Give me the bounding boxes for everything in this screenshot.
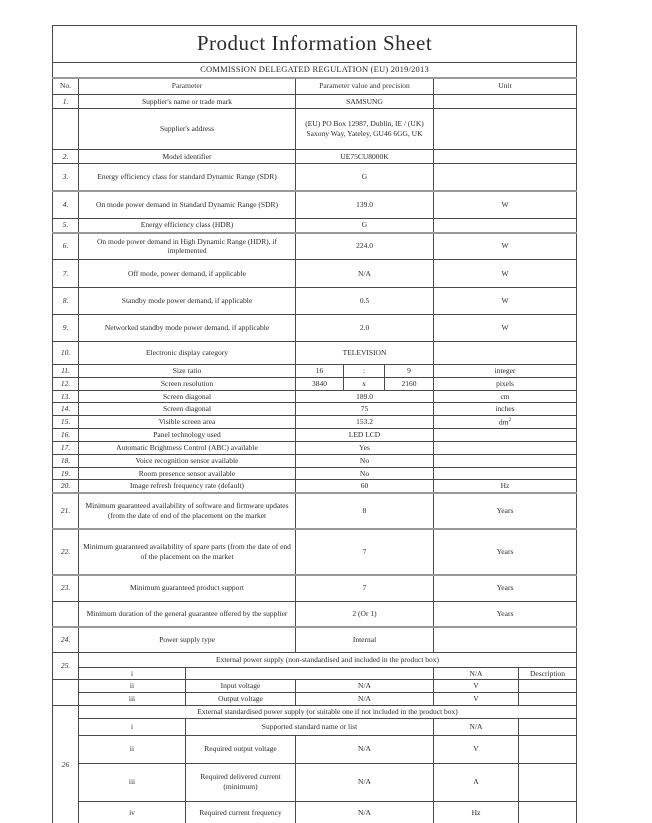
row-parameter: Energy efficiency class for standard Dynamic Range (SDR): [79, 164, 296, 191]
row-unit: Hz: [434, 480, 577, 493]
row-subindex: ii: [79, 735, 186, 763]
row-label: Required delivered current (minimum): [186, 763, 296, 801]
row-parameter: Minimum guaranteed product support: [79, 575, 296, 601]
table-row: [53, 763, 577, 801]
row-parameter: Electronic display category: [79, 342, 296, 365]
row-subindex: i: [79, 667, 186, 680]
row-value: SAMSUNG: [296, 95, 434, 109]
table-row: [53, 680, 577, 693]
row-no: 23.: [53, 575, 79, 601]
row-parameter: Minimum duration of the general guarantee offered by the supplier: [79, 601, 296, 627]
row-unit: V: [434, 693, 519, 706]
row-no: 20.: [53, 480, 79, 493]
row-no: 25.: [53, 652, 79, 680]
row-value: N/A: [296, 735, 434, 763]
row-value: (EU) PO Box 12987, Dublin, IE / (UK) Saxony Way, Yateley, GU46 6GG, UK: [296, 109, 434, 150]
section-25-header-row: [53, 652, 577, 667]
row-value: UE75CU8000K: [296, 150, 434, 164]
table-row: [53, 480, 577, 493]
row-label: Supported standard name or list: [186, 718, 434, 735]
row-value-a: 3840: [296, 377, 344, 390]
section-header: External power supply (non-standardised and included in the product box): [79, 652, 577, 667]
table-row: [53, 416, 577, 429]
table-row: [53, 95, 577, 109]
table-row: [53, 667, 577, 680]
row-value: N/A: [296, 801, 434, 823]
table-row: [53, 442, 577, 455]
table-row: [53, 377, 577, 390]
row-unit: [434, 442, 577, 455]
row-unit: W: [434, 288, 577, 315]
row-parameter: Supplier's address: [79, 109, 296, 150]
row-description: Description: [519, 667, 577, 680]
row-value: TELEVISION: [296, 342, 434, 365]
row-description: [519, 718, 577, 735]
row-label: Output voltage: [186, 693, 296, 706]
row-no: 26: [53, 705, 79, 823]
table-row: [53, 390, 577, 403]
table-row: [53, 735, 577, 763]
row-unit: W: [434, 315, 577, 342]
row-no: 24.: [53, 627, 79, 652]
row-value-a: 16: [296, 365, 344, 378]
row-unit: N/A: [434, 667, 519, 680]
row-unit: [434, 454, 577, 467]
row-value: 2 (Or 1): [296, 601, 434, 627]
row-subindex: iv: [79, 801, 186, 823]
row-no: 4.: [53, 191, 79, 219]
row-unit: [434, 95, 577, 109]
row-parameter: Power supply type: [79, 627, 296, 652]
table-row: [53, 342, 577, 365]
row-value: G: [296, 164, 434, 191]
row-value: 189.0: [296, 390, 434, 403]
row-no: 10.: [53, 342, 79, 365]
row-description: [519, 693, 577, 706]
row-no: 17.: [53, 442, 79, 455]
row-parameter: Screen diagonal: [79, 403, 296, 416]
row-unit: [434, 109, 577, 150]
col-header-no: No.: [53, 78, 79, 95]
table-row: [53, 493, 577, 529]
table-row: [53, 219, 577, 233]
col-header-unit: Unit: [434, 78, 577, 95]
row-subindex: ii: [79, 680, 186, 693]
row-unit: Years: [434, 529, 577, 575]
table-header-row: [53, 78, 577, 95]
row-no: 7.: [53, 260, 79, 288]
table-row: [53, 315, 577, 342]
row-no: 8.: [53, 288, 79, 315]
row-unit: [434, 416, 577, 429]
table-row: [53, 801, 577, 823]
row-unit: V: [434, 735, 519, 763]
table-row: [53, 529, 577, 575]
row-value: N/A: [296, 763, 434, 801]
page-title: Product Information Sheet: [53, 26, 577, 63]
row-no: 18.: [53, 454, 79, 467]
row-no: 15.: [53, 416, 79, 429]
table-row: [53, 26, 577, 63]
row-parameter: Voice recognition sensor available: [79, 454, 296, 467]
row-value: N/A: [296, 680, 434, 693]
row-parameter: Standby mode power demand, if applicable: [79, 288, 296, 315]
table-row: [53, 150, 577, 164]
table-row: [53, 467, 577, 480]
row-unit: A: [434, 763, 519, 801]
table-row: [53, 365, 577, 378]
row-value: 8: [296, 493, 434, 529]
row-description: [519, 680, 577, 693]
row-parameter: Off mode, power demand, if applicable: [79, 260, 296, 288]
row-no: 9.: [53, 315, 79, 342]
table-row: [53, 601, 577, 627]
row-unit: W: [434, 191, 577, 219]
table-row: [53, 429, 577, 442]
row-no: 11.: [53, 365, 79, 378]
row-unit: W: [434, 260, 577, 288]
row-unit: V: [434, 680, 519, 693]
row-unit: N/A: [434, 718, 519, 735]
table-row: [53, 575, 577, 601]
row-no: 13.: [53, 390, 79, 403]
row-unit: inches: [434, 403, 577, 416]
row-parameter: Supplier's name or trade mark: [79, 95, 296, 109]
row-parameter: Energy efficiency class (HDR): [79, 219, 296, 233]
row-parameter: Screen resolution: [79, 377, 296, 390]
row-unit: Years: [434, 601, 577, 627]
table-row: [53, 233, 577, 260]
row-value: Yes: [296, 442, 434, 455]
row-unit: [434, 150, 577, 164]
row-value: LED LCD: [296, 429, 434, 442]
row-parameter: On mode power demand in Standard Dynamic Range (SDR): [79, 191, 296, 219]
row-value-b: 9: [385, 365, 434, 378]
row-value: 153.2: [296, 416, 434, 429]
row-description: [519, 735, 577, 763]
row-value: 2.0: [296, 315, 434, 342]
row-no: 21.: [53, 493, 79, 529]
row-label: [186, 667, 434, 680]
row-value: 7: [296, 575, 434, 601]
row-unit: Years: [434, 493, 577, 529]
table-row: [53, 191, 577, 219]
row-unit: [434, 219, 577, 233]
row-unit: [434, 164, 577, 191]
section-26-header-row: [53, 705, 577, 718]
table-row: [53, 63, 577, 78]
table-row: [53, 454, 577, 467]
row-unit: [434, 627, 577, 652]
row-description: [519, 801, 577, 823]
row-unit: [434, 467, 577, 480]
row-value: 224.0: [296, 233, 434, 260]
row-subindex: iii: [79, 693, 186, 706]
table-row: [53, 718, 577, 735]
table-row: [53, 627, 577, 652]
row-parameter: On mode power demand in High Dynamic Range (HDR), if implemented: [79, 233, 296, 260]
row-parameter: Screen diagonal: [79, 390, 296, 403]
row-no: [53, 680, 79, 706]
row-no: 14.: [53, 403, 79, 416]
row-parameter: Minimum guaranteed availability of software and firmware updates (from the date of end of the placement on the market: [79, 493, 296, 529]
section-header: External standardised power supply (or suitable one if not included in the product box): [79, 705, 577, 718]
table-row: [53, 164, 577, 191]
row-unit: cm: [434, 390, 577, 403]
row-no: [53, 601, 79, 627]
row-value: 139.0: [296, 191, 434, 219]
row-value-sep: x: [344, 377, 385, 390]
row-no: 6.: [53, 233, 79, 260]
row-no: 19.: [53, 467, 79, 480]
row-parameter: Visible screen area: [79, 416, 296, 429]
col-header-value: Parameter value and precision: [296, 78, 434, 95]
row-unit: Years: [434, 575, 577, 601]
row-unit: pixels: [434, 377, 577, 390]
row-label: Input voltage: [186, 680, 296, 693]
row-value: 75: [296, 403, 434, 416]
row-no: 16.: [53, 429, 79, 442]
row-no: [53, 109, 79, 150]
row-unit: Hz: [434, 801, 519, 823]
regulation-subtitle: COMMISSION DELEGATED REGULATION (EU) 2019/2013: [53, 63, 577, 78]
row-no: 12.: [53, 377, 79, 390]
row-value-b: 2160: [385, 377, 434, 390]
row-no: 5.: [53, 219, 79, 233]
row-value: 0.5: [296, 288, 434, 315]
row-value: 60: [296, 480, 434, 493]
table-row: [53, 260, 577, 288]
row-value-sep: :: [344, 365, 385, 378]
row-parameter: Model identifier: [79, 150, 296, 164]
row-no: 22.: [53, 529, 79, 575]
row-value: 7: [296, 529, 434, 575]
row-value: No: [296, 467, 434, 480]
table-row: [53, 288, 577, 315]
row-parameter: Image refresh frequency rate (default): [79, 480, 296, 493]
unit-text: dm: [498, 417, 509, 427]
row-unit: integer: [434, 365, 577, 378]
unit-superscript: 2: [508, 417, 512, 423]
row-subindex: iii: [79, 763, 186, 801]
row-value: G: [296, 219, 434, 233]
row-parameter: Room presence sensor available: [79, 467, 296, 480]
row-value: No: [296, 454, 434, 467]
row-no: 3.: [53, 164, 79, 191]
row-no: 1.: [53, 95, 79, 109]
product-info-table: [52, 25, 577, 823]
row-parameter: Networked standby mode power demand, if applicable: [79, 315, 296, 342]
row-value: N/A: [296, 260, 434, 288]
col-header-parameter: Parameter: [79, 78, 296, 95]
table-row: [53, 109, 577, 150]
row-label: Required current frequency: [186, 801, 296, 823]
row-parameter: Panel technology used: [79, 429, 296, 442]
row-subindex: i: [79, 718, 186, 735]
row-unit: [434, 342, 577, 365]
row-unit: [434, 429, 577, 442]
row-parameter: Minimum guaranteed availability of spare parts (from the date of end of the placement on the market: [79, 529, 296, 575]
row-description: [519, 763, 577, 801]
table-row: [53, 403, 577, 416]
row-parameter: Size ratio: [79, 365, 296, 378]
row-value: Internal: [296, 627, 434, 652]
row-no: 2.: [53, 150, 79, 164]
table-row: [53, 693, 577, 706]
row-unit: W: [434, 233, 577, 260]
row-label: Required output voltage: [186, 735, 296, 763]
row-value: N/A: [296, 693, 434, 706]
row-parameter: Automatic Brightness Control (ABC) available: [79, 442, 296, 455]
